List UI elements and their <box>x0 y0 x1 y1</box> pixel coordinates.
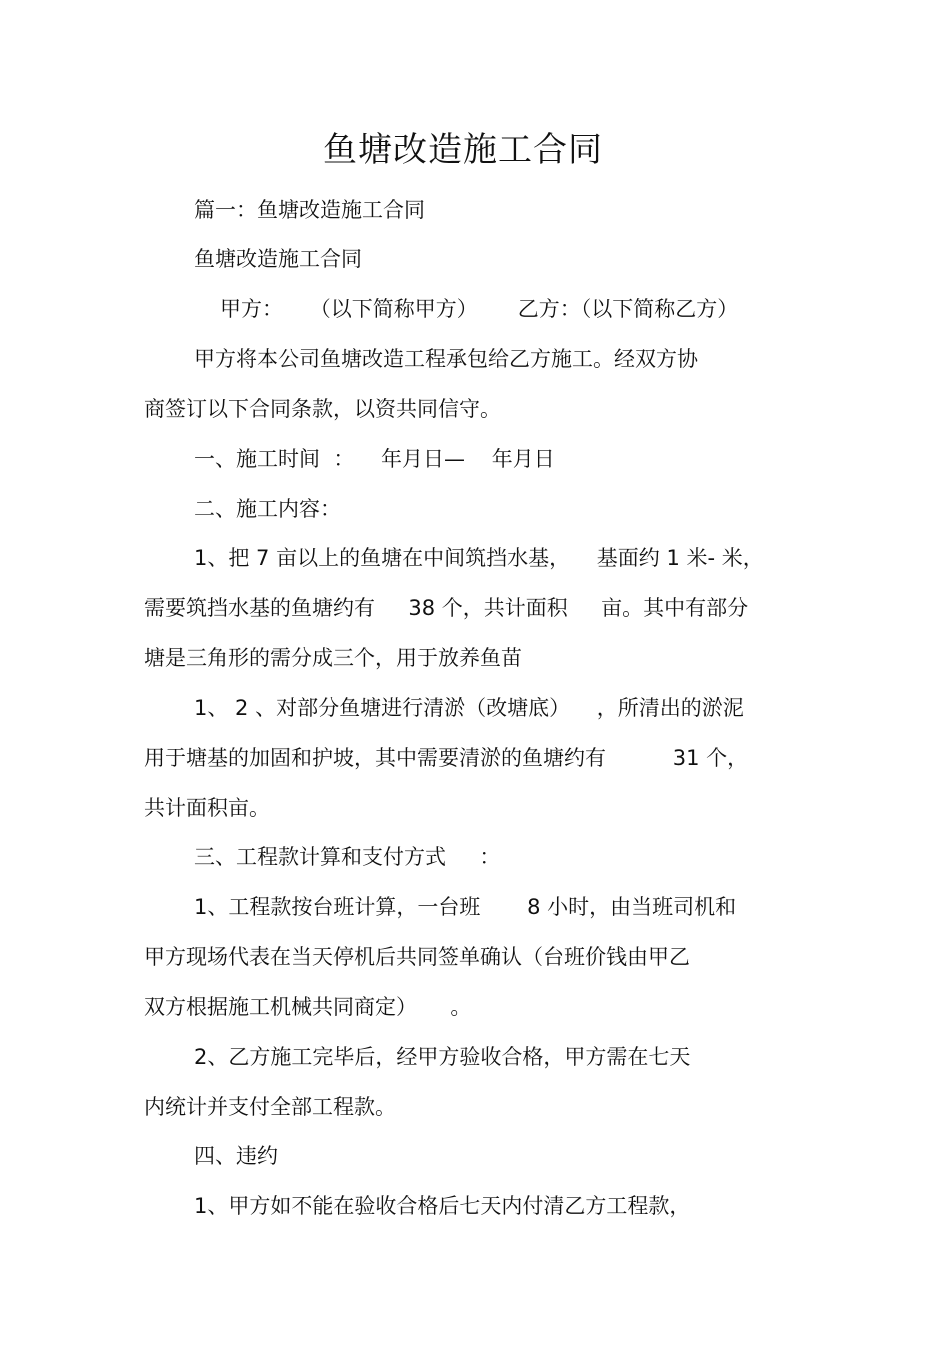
document-title: 鱼塘改造施工合同 <box>323 130 603 170</box>
clause-2-line-2: 用于塘基的加固和护坡，其中需要清淤的鱼塘约有 31 个， <box>144 746 749 770</box>
payment-clause-1-line-3: 双方根据施工机械共同商定） 。 <box>144 995 472 1019</box>
payment-clause-1-line-1: 1、工程款按台班计算，一台班 8 小时，由当班司机和 <box>194 895 737 919</box>
paragraph-intro-line-1: 甲方将本公司鱼塘改造工程承包给乙方施工。经双方协 <box>194 347 698 371</box>
clause-2-line-3: 共计面积亩。 <box>144 796 270 820</box>
clause-1-line-1: 1、把 7 亩以上的鱼塘在中间筑挡水基， 基面约 1 米- 米， <box>194 546 764 570</box>
section-payment: 三、工程款计算和支付方式 ： <box>194 845 501 869</box>
section-heading-part-one: 篇一：鱼塘改造施工合同 <box>194 198 425 222</box>
section-construction-content: 二、施工内容： <box>194 497 341 521</box>
payment-clause-2-line-2: 内统计并支付全部工程款。 <box>144 1095 396 1119</box>
breach-clause-1: 1、甲方如不能在验收合格后七天内付清乙方工程款， <box>194 1194 691 1218</box>
payment-clause-2-line-1: 2、乙方施工完毕后，经甲方验收合格，甲方需在七天 <box>194 1045 691 1069</box>
section-construction-time: 一、施工时间 ： 年月日— 年月日 <box>194 447 555 471</box>
clause-2-line-1: 1、 2 、对部分鱼塘进行清淤（改塘底） ，所清出的淤泥 <box>194 696 744 720</box>
section-breach: 四、违约 <box>194 1144 278 1168</box>
clause-1-line-3: 塘是三角形的需分成三个，用于放养鱼苗 <box>144 646 522 670</box>
clause-1-line-2: 需要筑挡水基的鱼塘约有 38 个，共计面积 亩。其中有部分 <box>144 596 749 620</box>
paragraph-intro-line-2: 商签订以下合同条款，以资共同信守。 <box>144 397 501 421</box>
payment-clause-1-line-2: 甲方现场代表在当天停机后共同签单确认（台班价钱由甲乙 <box>144 945 690 969</box>
contract-subtitle: 鱼塘改造施工合同 <box>194 247 362 271</box>
parties-line: 甲方： （以下简称甲方） 乙方：（以下简称乙方） <box>220 297 739 321</box>
